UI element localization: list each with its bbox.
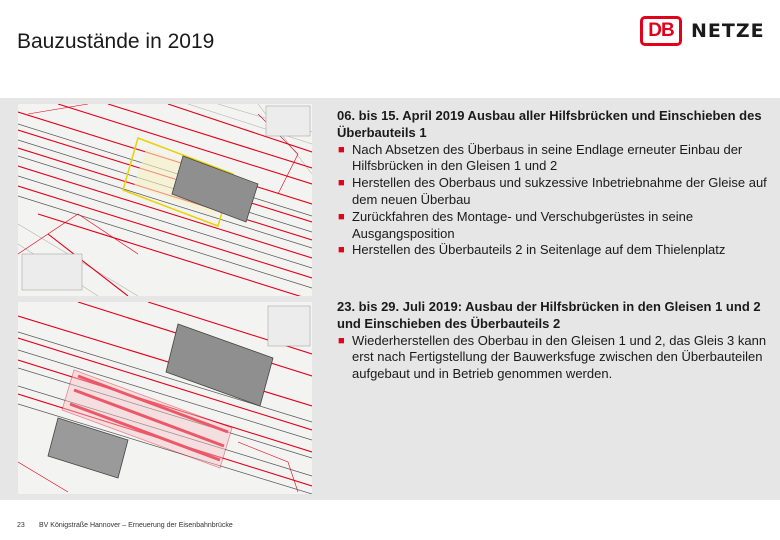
- list-item: [337, 209, 767, 243]
- bullet-list: [337, 142, 767, 260]
- list-item: [337, 333, 767, 383]
- db-netze-logo: [640, 16, 765, 46]
- bullet-list: [337, 333, 767, 383]
- square-bullet-icon: ■: [338, 177, 345, 190]
- description-block-april: [337, 108, 767, 259]
- footer: [17, 522, 233, 529]
- bullet-text: Zurückfahren des Montage- und Verschubgerüstes in seine Ausgangsposition: [352, 208, 694, 241]
- description-block-july: [337, 299, 767, 383]
- bullet-text: Herstellen des Überbauteils 2 in Seitenlage auf dem Thielenplatz: [352, 242, 726, 258]
- bullet-text: Herstellen des Oberbaus und sukzessive Inbetriebnahme der Gleise auf dem neuen Überbau: [352, 175, 767, 207]
- block-heading: 06. bis 15. April 2019 Ausbau aller Hilfsbrücken und Einschieben des Überbauteils 1: [337, 108, 762, 140]
- db-logo-icon: DB: [640, 16, 682, 46]
- list-item: [337, 242, 767, 259]
- footer-text: BV Königstraße Hannover – Erneuerung der Eisenbahnbrücke: [39, 522, 233, 529]
- logo-text: NETZE: [691, 20, 765, 42]
- square-bullet-icon: ■: [338, 143, 345, 156]
- list-item: [337, 142, 767, 176]
- block-heading: 23. bis 29. Juli 2019: Ausbau der Hilfsbrücken in den Gleisen 1 und 2 und Einschieben des Überbauteils 2: [337, 299, 761, 331]
- construction-plan-april: [18, 104, 312, 296]
- square-bullet-icon: ■: [338, 334, 345, 347]
- bullet-text: Wiederherstellen des Oberbau in den Gleisen 1 und 2, das Gleis 3 kann erst nach Fertigstellung der Bauwerksfuge zwischen den Überbauteilen aufgebaut und in Betrieb genommen werden.: [352, 332, 767, 382]
- construction-plan-july: [18, 302, 312, 494]
- square-bullet-icon: ■: [338, 210, 345, 223]
- square-bullet-icon: ■: [338, 244, 345, 257]
- slide-title: Bauzustände in 2019: [17, 30, 215, 53]
- page-number: 23: [17, 522, 25, 529]
- bullet-text: Nach Absetzen des Überbaus in seine Endlage erneuter Einbau der Hilfsbrücken in den Gleisen 1 und 2: [352, 141, 743, 174]
- list-item: [337, 175, 767, 209]
